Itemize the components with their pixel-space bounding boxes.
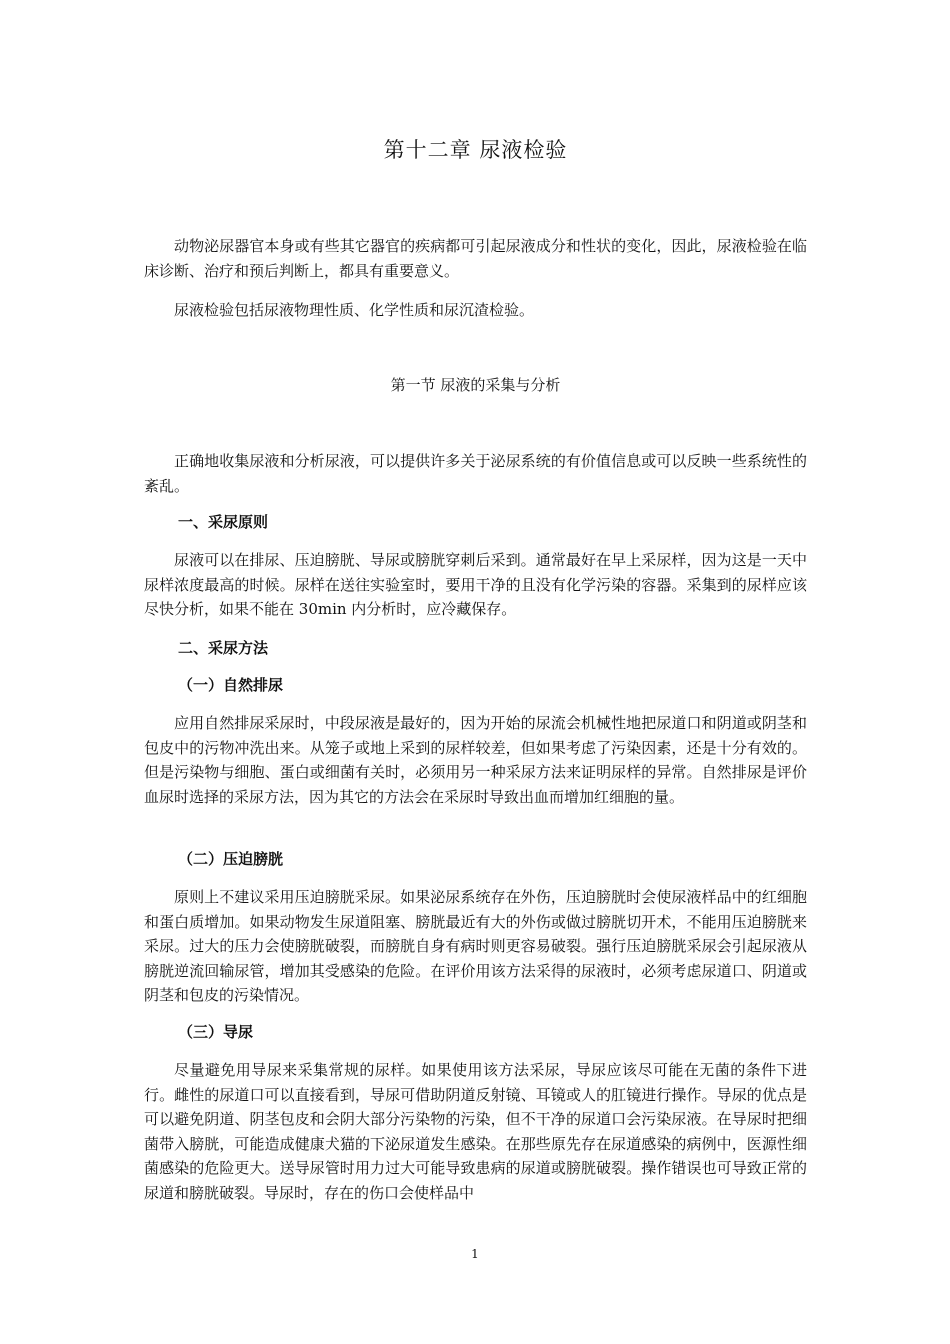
section-intro-paragraph: 正确地收集尿液和分析尿液，可以提供许多关于泌尿系统的有价值信息或可以反映一些系统性的紊乱。	[144, 452, 807, 495]
page-number: 1	[471, 1247, 479, 1261]
subheading-natural-urination: （一）自然排尿	[178, 676, 284, 694]
paragraph-bladder-compression: 原则上不建议采用压迫膀胱采尿。如果泌尿系统存在外伤，压迫膀胱时会使尿液样品中的红细胞和蛋白质增加。如果动物发生尿道阻塞、膀胱最近有大的外伤或做过膀胱切开术，不能用压迫膀胱来采尿。过大的压力会使膀胱破裂，而膀胱自身有病时则更容易破裂。强行压迫膀胱采尿会引起尿液从膀胱逆流回输尿管，增加其受感染的危险。在评价用该方法采得的尿液时，必须考虑尿道口、阴道或阴茎和包皮的污染情况。	[144, 888, 807, 1004]
chapter-title: 第十二章 尿液检验	[383, 138, 568, 162]
intro-paragraph-2: 尿液检验包括尿液物理性质、化学性质和尿沉渣检验。	[174, 301, 535, 319]
paragraph-sampling-principle: 尿液可以在排尿、压迫膀胱、导尿或膀胱穿刺后采到。通常最好在早上采尿样，因为这是一天中尿样浓度最高的时候。尿样在送往实验室时，要用干净的且没有化学污染的容器。采集到的尿样应该尽快分析，如果不能在 30min 内分析时，应冷藏保存。	[144, 551, 807, 618]
subheading-catheterization: （三）导尿	[178, 1023, 254, 1041]
paragraph-natural-urination: 应用自然排尿采尿时，中段尿液是最好的，因为开始的尿流会机械性地把尿道口和阴道或阴茎和包皮中的污物冲洗出来。从笼子或地上采到的尿样较差，但如果考虑了污染因素，还是十分有效的。但是污染物与细胞、蛋白或细菌有关时，必须用另一种采尿方法来证明尿样的异常。自然排尿是评价血尿时选择的采尿方法，因为其它的方法会在采尿时导致出血而增加红细胞的量。	[144, 714, 807, 806]
subheading-bladder-compression: （二）压迫膀胱	[178, 850, 284, 868]
heading-sampling-methods: 二、采尿方法	[178, 639, 269, 657]
heading-sampling-principle: 一、采尿原则	[178, 513, 269, 531]
paragraph-catheterization: 尽量避免用导尿来采集常规的尿样。如果使用该方法采尿，导尿应该尽可能在无菌的条件下进行。雌性的尿道口可以直接看到，导尿可借助阴道反射镜、耳镜或人的肛镜进行操作。导尿的优点是可以避免阴道、阴茎包皮和会阴大部分污染物的污染，但不干净的尿道口会污染尿液。在导尿时把细菌带入膀胱，可能造成健康犬猫的下泌尿道发生感染。在那些原先存在尿道感染的病例中，医源性细菌感染的危险更大。送导尿管时用力过大可能导致患病的尿道或膀胱破裂。操作错误也可导致正常的尿道和膀胱破裂。导尿时，存在的伤口会使样品中	[144, 1061, 807, 1202]
section-title: 第一节 尿液的采集与分析	[390, 376, 561, 394]
intro-paragraph-1: 动物泌尿器官本身或有些其它器官的疾病都可引起尿液成分和性状的变化，因此，尿液检验在临床诊断、治疗和预后判断上，都具有重要意义。	[144, 237, 807, 280]
